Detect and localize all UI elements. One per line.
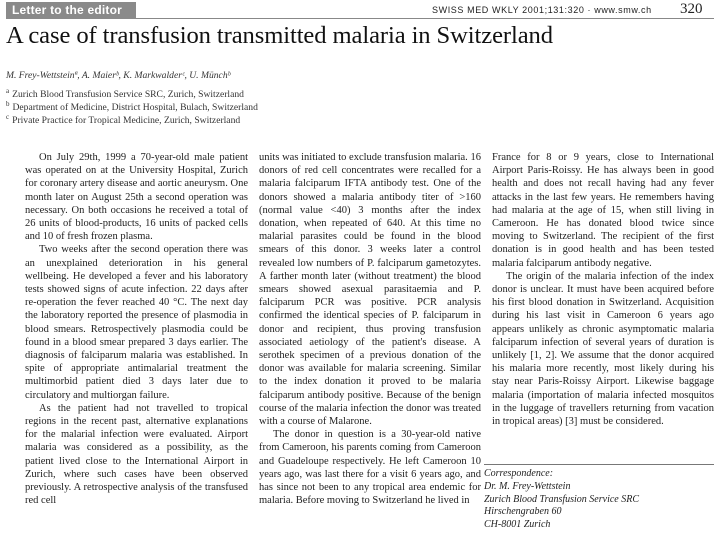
correspondence-block [484,468,639,532]
text-column-1 [25,151,248,507]
journal-info: SWISS MED WKLY 2001;131:320 · www.smw.ch [432,5,652,15]
paragraph: France for 8 or 9 years, close to International Airport Paris-Roissy. He has always been in good health and does not recall having had any fever attacks in the last few years. He remembers having had malaria at the age of 15, when still living in Cameroon. He has donated blood twice since moving to Switzerland. The recipient of the first donation is in good health and has been tested malaria falciparum antibody negative. [492,152,714,269]
affiliation-a [6,87,244,100]
section-label-bar [6,2,136,19]
correspondence-heading: Correspondence: [484,468,554,479]
affiliation-text: Department of Medicine, District Hospital, Bulach, Switzerland [12,102,258,114]
header-rule [136,18,714,19]
text-column-2 [259,151,481,507]
author-list: M. Frey-Wettsteinª, A. Maierᵇ, K. Markwalderᶜ, U. Münchᵇ [6,70,231,81]
affiliation-mark: c [6,113,10,121]
correspondence-line: Dr. M. Frey-Wettstein [484,480,571,492]
paragraph: Two weeks after the second operation there was an unexplained deterioration in his general wellbeing. He developed a fever and his laboratory tests showed signs of acute infection. 22 days after re-operation the fever reached 40 °C. The next day the laboratory reported the presence of plasmodia in blood smears. Retrospectively plasmodia could be found in a blood smear prepared 3 days earlier. The diagnosis of falciparum malaria was established. In spite of appropriate antimalarial treatment the multimorbid patient died 3 days later due to circulatory and multiorgan failure. [25,244,248,401]
affiliation-c [6,113,240,126]
correspondence-line: Zurich Blood Transfusion Service SRC [484,493,639,505]
paragraph: As the patient had not travelled to tropical regions in the recent past, alternative explanations for the malarial infection were evaluated. Airport malaria was considered as a possibility, as the patient lived close to the International Airport in Zurich, where such cases have been observed previously. A retrospective analysis of the transfused red cell [25,402,248,507]
affiliation-b [6,100,258,113]
correspondence-line: CH-8001 Zurich [484,519,551,531]
affiliation-mark: b [6,100,10,108]
affiliation-text: Private Practice for Tropical Medicine, Zurich, Switzerland [12,115,241,127]
page-number: 320 [680,1,703,17]
correspondence-rule [484,464,714,465]
text-column-3 [492,151,714,428]
paragraph: The donor in question is a 30-year-old native from Cameroon, his parents coming from Cameroon and Guadeloupe respectively. He left Cameroon 10 years ago, was last there for a visit 6 years ago, and has since not been to any tropical area endemic for malaria. Before moving to Switzerland he lived in [259,429,481,507]
paragraph: units was initiated to exclude transfusion malaria. 16 donors of red cell concentrates were recalled for a malaria falciparum IFTA antibody test. One of the donors showed a malaria antibody titer of >160 (normal value <40) 3 months after the index donation, when repeated of 640. At this time no malarial parasites could be found in the blood smears of this donor. 3 weeks later a control revealed low numbers of P. falciparum gametozytes. A farther month later (without treatment) the blood smears showed asexual parasitaemia and P. falciparum PCR was positive. PCR analysis confirmed the identical species of P. falciparum in donor and recipient, thus proving transfusion associated aetiology of the patient's disease. A serothek specimen of a previous donation of the donor was available for malaria screening. Similar to the index donation it proved to be malaria falciparum antibody positive. Because of the benign course of the malaria infection the donor was treated with a course of Malarone. [259,152,481,428]
paragraph: On July 29th, 1999 a 70-year-old male patient was operated on at the University Hospital, Zurich for coronary artery disease and aortic aneurysm. One month later on August 25th a second operation was necessary. On both occasions he received a total of 26 units of blood-products, 16 units of packed cells and 10 of fresh frozen plasma. [25,152,248,243]
section-label: Letter to the editor [12,3,123,17]
article-title: A case of transfusion transmitted malaria in Switzerland [6,22,553,49]
affiliation-text: Zurich Blood Transfusion Service SRC, Zurich, Switzerland [12,89,244,101]
correspondence-line: Hirschengraben 60 [484,506,562,518]
affiliation-mark: a [6,87,10,95]
paragraph: The origin of the malaria infection of the index donor is unclear. It must have been acquired before his first blood donation in Switzerland. Acquisition during his last visit in Cameroon 6 years ago appears unlikely as chronic asymptomatic malaria falciparum infection of several years of duration is unlikely [1, 2]. We assume that the donor acquired his malaria more recently, most likely during his stay near Paris-Roissy Airport. Likewise baggage malaria (importation of malaria infected mosquitos in the luggage of travellers returning from vacation in tropical areas) [3] must be considered. [492,270,714,428]
